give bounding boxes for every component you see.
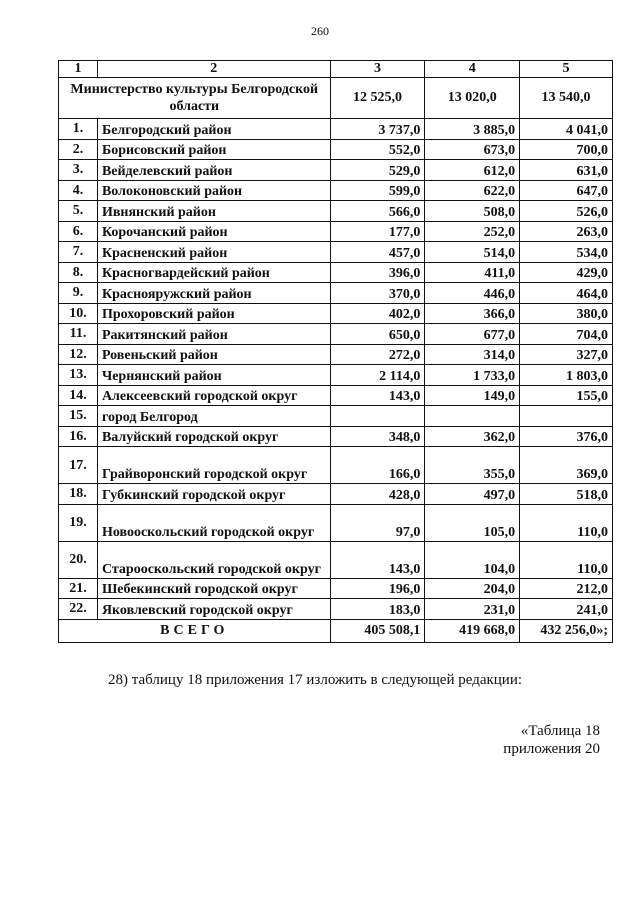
row-value-col4: 673,0 xyxy=(425,139,520,160)
row-value-col3: 348,0 xyxy=(330,426,425,447)
table-row xyxy=(59,365,613,386)
row-name: Волоконовский район xyxy=(97,180,330,201)
row-value-col3: 3 737,0 xyxy=(330,119,425,140)
table-row xyxy=(59,344,613,365)
total-value-col5: 432 256,0»; xyxy=(520,619,613,642)
row-value-col4: 508,0 xyxy=(425,201,520,222)
row-name: Шебекинский городской округ xyxy=(97,578,330,599)
row-index: 13. xyxy=(59,365,98,386)
row-value-col3: 272,0 xyxy=(330,344,425,365)
row-value-col4: 149,0 xyxy=(425,385,520,406)
row-name: город Белгород xyxy=(97,406,330,427)
row-value-col3: 2 114,0 xyxy=(330,365,425,386)
caption-line: приложения 20 xyxy=(503,741,600,757)
row-value-col5: 241,0 xyxy=(520,599,613,620)
amendment-paragraph: 28) таблицу 18 приложения 17 изложить в следующей редакции: xyxy=(108,672,523,688)
row-value-col3 xyxy=(330,406,425,427)
row-index: 19. xyxy=(59,504,98,541)
header-cell: 4 xyxy=(425,61,520,78)
row-value-col4: 497,0 xyxy=(425,484,520,505)
budget-table xyxy=(58,60,613,643)
row-name: Корочанский район xyxy=(97,221,330,242)
row-value-col5: 376,0 xyxy=(520,426,613,447)
table-row xyxy=(59,484,613,505)
row-name: Борисовский район xyxy=(97,139,330,160)
row-value-col4: 314,0 xyxy=(425,344,520,365)
table-row xyxy=(59,283,613,304)
row-value-col3: 599,0 xyxy=(330,180,425,201)
row-value-col5: 110,0 xyxy=(520,504,613,541)
table-row xyxy=(59,385,613,406)
table-row xyxy=(59,139,613,160)
ministry-value: 12 525,0 xyxy=(330,78,425,119)
row-value-col4: 411,0 xyxy=(425,262,520,283)
total-row xyxy=(59,619,613,642)
row-name: Ракитянский район xyxy=(97,324,330,345)
table-row xyxy=(59,180,613,201)
row-index: 8. xyxy=(59,262,98,283)
table-row xyxy=(59,119,613,140)
row-value-col3: 143,0 xyxy=(330,541,425,578)
row-value-col5: 327,0 xyxy=(520,344,613,365)
row-value-col3: 196,0 xyxy=(330,578,425,599)
row-value-col4: 3 885,0 xyxy=(425,119,520,140)
row-value-col5: 704,0 xyxy=(520,324,613,345)
header-cell: 1 xyxy=(59,61,98,78)
row-index: 18. xyxy=(59,484,98,505)
row-name: Алексеевский городской округ xyxy=(97,385,330,406)
row-value-col5: 4 041,0 xyxy=(520,119,613,140)
total-label: ВСЕГО xyxy=(59,619,331,642)
row-index: 3. xyxy=(59,160,98,181)
row-value-col5: 155,0 xyxy=(520,385,613,406)
row-value-col5: 631,0 xyxy=(520,160,613,181)
row-index: 14. xyxy=(59,385,98,406)
row-value-col3: 457,0 xyxy=(330,242,425,263)
table-row xyxy=(59,221,613,242)
table-row xyxy=(59,262,613,283)
row-name: Валуйский городской округ xyxy=(97,426,330,447)
table-caption xyxy=(503,722,600,758)
row-name: Красненский район xyxy=(97,242,330,263)
table-row xyxy=(59,578,613,599)
row-name: Губкинский городской округ xyxy=(97,484,330,505)
row-value-col3: 177,0 xyxy=(330,221,425,242)
row-value-col4: 514,0 xyxy=(425,242,520,263)
row-name: Чернянский район xyxy=(97,365,330,386)
row-index: 21. xyxy=(59,578,98,599)
table-row xyxy=(59,160,613,181)
header-cell: 3 xyxy=(330,61,425,78)
total-value-col3: 405 508,1 xyxy=(330,619,425,642)
row-value-col3: 97,0 xyxy=(330,504,425,541)
row-name: Ивнянский район xyxy=(97,201,330,222)
table-row xyxy=(59,541,613,578)
row-index: 15. xyxy=(59,406,98,427)
row-value-col4: 204,0 xyxy=(425,578,520,599)
row-index: 16. xyxy=(59,426,98,447)
row-name: Старооскольский городской округ xyxy=(97,541,330,578)
row-value-col4: 104,0 xyxy=(425,541,520,578)
row-value-col4: 252,0 xyxy=(425,221,520,242)
row-index: 17. xyxy=(59,447,98,484)
row-value-col5: 647,0 xyxy=(520,180,613,201)
header-cell: 2 xyxy=(97,61,330,78)
table-row xyxy=(59,303,613,324)
row-value-col5: 1 803,0 xyxy=(520,365,613,386)
row-index: 4. xyxy=(59,180,98,201)
table-row xyxy=(59,504,613,541)
row-value-col4: 677,0 xyxy=(425,324,520,345)
header-cell: 5 xyxy=(520,61,613,78)
row-value-col5: 518,0 xyxy=(520,484,613,505)
row-value-col4: 362,0 xyxy=(425,426,520,447)
row-value-col3: 370,0 xyxy=(330,283,425,304)
row-value-col5: 380,0 xyxy=(520,303,613,324)
ministry-name: Министерство культуры Белгородской области xyxy=(59,78,331,119)
row-name: Краснояружский район xyxy=(97,283,330,304)
table-row xyxy=(59,201,613,222)
row-index: 10. xyxy=(59,303,98,324)
row-name: Вейделевский район xyxy=(97,160,330,181)
table-row xyxy=(59,324,613,345)
row-value-col4 xyxy=(425,406,520,427)
row-value-col3: 143,0 xyxy=(330,385,425,406)
table-row xyxy=(59,242,613,263)
total-value-col4: 419 668,0 xyxy=(425,619,520,642)
row-name: Грайворонский городской округ xyxy=(97,447,330,484)
row-value-col4: 622,0 xyxy=(425,180,520,201)
row-value-col3: 650,0 xyxy=(330,324,425,345)
row-index: 12. xyxy=(59,344,98,365)
row-index: 11. xyxy=(59,324,98,345)
row-value-col3: 166,0 xyxy=(330,447,425,484)
row-value-col3: 183,0 xyxy=(330,599,425,620)
row-value-col4: 446,0 xyxy=(425,283,520,304)
row-value-col3: 396,0 xyxy=(330,262,425,283)
row-value-col4: 355,0 xyxy=(425,447,520,484)
row-value-col4: 366,0 xyxy=(425,303,520,324)
row-index: 9. xyxy=(59,283,98,304)
row-value-col3: 566,0 xyxy=(330,201,425,222)
page-number: 260 xyxy=(311,24,329,38)
row-name: Ровеньский район xyxy=(97,344,330,365)
row-value-col5: 700,0 xyxy=(520,139,613,160)
row-name: Новооскольский городской округ xyxy=(97,504,330,541)
row-value-col5: 534,0 xyxy=(520,242,613,263)
table-row xyxy=(59,447,613,484)
table-row xyxy=(59,406,613,427)
ministry-row xyxy=(59,78,613,119)
row-value-col3: 402,0 xyxy=(330,303,425,324)
row-index: 6. xyxy=(59,221,98,242)
row-value-col5: 464,0 xyxy=(520,283,613,304)
row-value-col3: 428,0 xyxy=(330,484,425,505)
row-value-col5 xyxy=(520,406,613,427)
row-index: 5. xyxy=(59,201,98,222)
row-index: 22. xyxy=(59,599,98,620)
ministry-value: 13 540,0 xyxy=(520,78,613,119)
row-name: Красногвардейский район xyxy=(97,262,330,283)
row-value-col4: 105,0 xyxy=(425,504,520,541)
row-name: Прохоровский район xyxy=(97,303,330,324)
ministry-value: 13 020,0 xyxy=(425,78,520,119)
row-value-col5: 369,0 xyxy=(520,447,613,484)
row-value-col5: 110,0 xyxy=(520,541,613,578)
row-value-col4: 612,0 xyxy=(425,160,520,181)
row-value-col5: 263,0 xyxy=(520,221,613,242)
row-value-col5: 212,0 xyxy=(520,578,613,599)
row-value-col4: 231,0 xyxy=(425,599,520,620)
row-value-col3: 552,0 xyxy=(330,139,425,160)
row-value-col5: 429,0 xyxy=(520,262,613,283)
row-value-col4: 1 733,0 xyxy=(425,365,520,386)
table-row xyxy=(59,599,613,620)
row-value-col3: 529,0 xyxy=(330,160,425,181)
table-header-row xyxy=(59,61,613,78)
row-value-col5: 526,0 xyxy=(520,201,613,222)
table-row xyxy=(59,426,613,447)
row-index: 1. xyxy=(59,119,98,140)
row-index: 2. xyxy=(59,139,98,160)
row-index: 7. xyxy=(59,242,98,263)
row-name: Яковлевский городской округ xyxy=(97,599,330,620)
row-index: 20. xyxy=(59,541,98,578)
caption-line: «Таблица 18 xyxy=(520,723,600,739)
row-name: Белгородский район xyxy=(97,119,330,140)
